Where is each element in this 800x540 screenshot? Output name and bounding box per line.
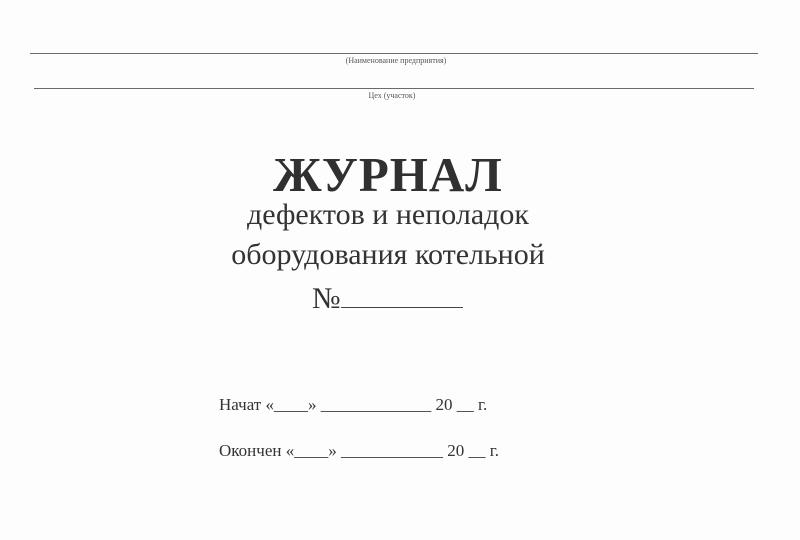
workshop-caption: Цех (участок) (368, 91, 416, 100)
number-blank (341, 279, 463, 308)
number-sign: № (312, 282, 341, 315)
journal-number (312, 279, 463, 316)
workshop-line (34, 88, 754, 89)
enterprise-name-line (30, 53, 758, 54)
enterprise-caption: (Наименование предприятия) (345, 56, 447, 65)
start-date-row: Начат «____» _____________ 20 __ г. (219, 395, 488, 414)
journal-subtitle-line-1: дефектов и неполадок (247, 198, 529, 231)
journal-subtitle-line-2: оборудования котельной (231, 238, 545, 271)
end-date-row: Окончен «____» ____________ 20 __ г. (219, 441, 500, 460)
journal-title: ЖУРНАЛ (273, 147, 503, 202)
